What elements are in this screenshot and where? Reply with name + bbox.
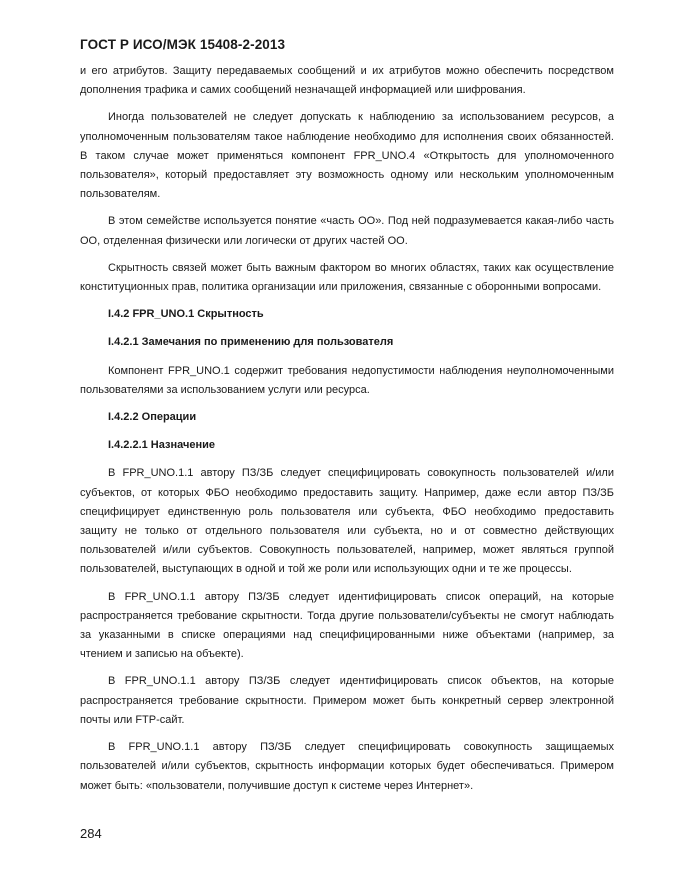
paragraph: В FPR_UNO.1.1 автору ПЗ/ЗБ следует идентифицировать список операций, на которые распространяется требование скрытности. Тогда другие пользователи/субъекты не смогут наблюдать за указанными в списке операциями над специфицированными ниже объектами (например, за чтением и записью на объекте). [80, 590, 614, 661]
document-header-title: ГОСТ Р ИСО/МЭК 15408-2-2013 [80, 37, 286, 52]
paragraph: В FPR_UNO.1.1 автору ПЗ/ЗБ следует специфицировать совокупность защищаемых пользователей и/или субъектов, скрытность информации которых будет обеспечиваться. Примером может быть: «пользователи, получившие доступ к системе через Интернет». [80, 741, 614, 792]
paragraph: В этом семействе используется понятие «часть ОО». Под ней подразумевается какая-либо часть ОО, отделенная физически или логически от других частей ОО. [80, 215, 614, 247]
subsection-heading: I.4.2.2.1 Назначение [108, 439, 215, 452]
subsection-heading: I.4.2.2 Операции [108, 411, 197, 424]
paragraph: В FPR_UNO.1.1 автору ПЗ/ЗБ следует специфицировать совокупность пользователей и/или субъектов, от которых ФБО необходимо предоставить защиту. Например, даже если автор ПЗ/ЗБ специфицирует единственную роль пользователя или субъекта, ФБО необходимо предоставить защиту не только от отдельного пользователя или субъекта, но и от совместно действующих пользователей и/или субъектов. Совокупность пользователей, например, может являться группой пользователей, выступающих в одной и той же роли или использующих одни и те же процессы. [80, 467, 614, 576]
document-body [80, 62, 614, 804]
paragraph: Скрытность связей может быть важным фактором во многих областях, таких как осуществление конституционных прав, политика организации или приложения, связанные с оборонными вопросами. [80, 261, 614, 294]
section-heading: I.4.2 FPR_UNO.1 Скрытность [108, 308, 264, 321]
paragraph: и его атрибутов. Защиту передаваемых сообщений и их атрибутов можно обеспечить посредством дополнения трафика и самих сообщений незначащей информацией или шифрования. [80, 65, 614, 97]
subsection-heading: I.4.2.1 Замечания по применению для пользователя [108, 336, 394, 349]
paragraph: Иногда пользователей не следует допускать к наблюдению за использованием ресурсов, а уполномоченным пользователям такое наблюдение необходимо для исполнения своих обязанностей. В таком случае может применяться компонент FPR_UNO.4 «Открытость для уполномоченного пользователя», который предоставляет эту возможность одному или нескольким уполномоченным пользователям. [80, 111, 614, 201]
paragraph: В FPR_UNO.1.1 автору ПЗ/ЗБ следует идентифицировать список объектов, на которые распространяется требование скрытности. Примером может быть конкретный сервер электронной почты или FTP-сайт. [80, 675, 614, 726]
page-number: 284 [80, 826, 102, 841]
paragraph: Компонент FPR_UNO.1 содержит требования недопустимости наблюдения неуполномоченными пользователями за использованием услуги или ресурса. [80, 364, 614, 396]
